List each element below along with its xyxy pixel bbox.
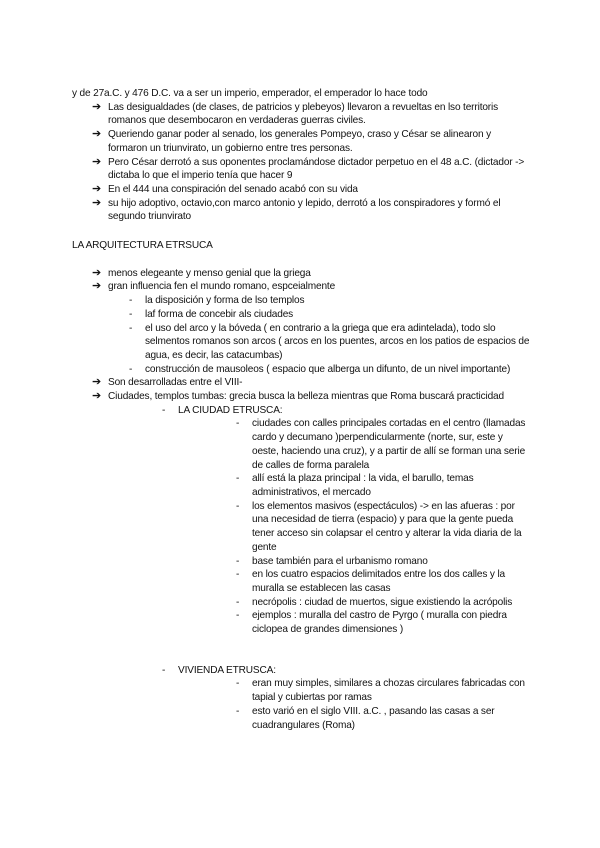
sub-sub-list-item [236, 500, 532, 555]
arrow-icon: ➔ [92, 182, 102, 195]
sub-sub-list-item [236, 705, 532, 732]
dash-bullet: - [236, 555, 240, 567]
sub-list-item-text: construcción de mausoleos ( espacio que alberga un difunto, de un nivel importante) [145, 363, 511, 375]
list-item [92, 183, 532, 197]
ciudad-etrusca-title: LA CIUDAD ETRUSCA: [178, 404, 283, 416]
list-item [92, 267, 532, 281]
dash-bullet: - [236, 569, 240, 581]
list-item-text: gran influencia fen el mundo romano, espceialmente [108, 281, 336, 293]
list-item-text: Queriendo ganar poder al senado, los generales Pompeyo, craso y César se alinearon y formaron un triunvirato, un gobierno entre tres personas. [108, 129, 491, 154]
arrow-icon: ➔ [92, 100, 102, 113]
list-item [92, 156, 532, 183]
dash-bullet: - [129, 295, 133, 307]
section-heading: LA ARQUITECTURA ETRSUCA [72, 240, 213, 252]
list-item [92, 128, 532, 155]
arrow-icon: ➔ [92, 128, 102, 141]
spacer [72, 224, 532, 239]
sub-sub-list-item [236, 596, 532, 610]
list-item-text: Pero César derrotó a sus oponentes proclamándose dictador perpetuo en el 48 a.C. (dictador -> dictaba lo que el imperio tenía que hacer 9 [108, 156, 525, 182]
arrow-icon: ➔ [92, 280, 102, 293]
sub-sub-list-item-text: ejemplos : muralla del castro de Pyrgo ( muralla con piedra ciclopea de grandes dimensiones ) [252, 610, 507, 636]
dash-bullet: - [129, 322, 133, 334]
dash-bullet: - [162, 404, 166, 416]
sub-sub-list-item [236, 555, 532, 569]
dash-bullet: - [236, 610, 240, 622]
arrow-icon: ➔ [92, 266, 102, 279]
sub-sub-list-item-text: ciudades con calles principales cortadas en el centro (llamadas cardo y decumano )perpendicularmente (norte, sur, este y oeste, haciendo una cruz), y a partir de allí se forman una serie de calles de forma paralela [252, 418, 526, 471]
arrow-icon: ➔ [92, 390, 102, 403]
civil-wars-list [72, 101, 532, 224]
sub-sub-list-item-text: en los cuatro espacios delimitados entre los dos calles y la muralla se establecen las casas [252, 569, 506, 594]
architecture-list [72, 267, 532, 733]
arrow-icon: ➔ [92, 196, 102, 209]
sub-sub-list-item-text: eran muy simples, similares a chozas circulares fabricadas con tapial y cubiertas por ramas [252, 678, 525, 704]
sub-list-item-text: laf forma de concebir als ciudades [145, 308, 294, 320]
dash-bullet: - [236, 678, 240, 690]
arrow-icon: ➔ [92, 155, 102, 168]
dash-bullet: - [236, 705, 240, 717]
dash-bullet: - [236, 418, 240, 430]
sub-list-item-text: el uso del arco y la bóveda ( en contrario a la griega que era adintelada), todo slo selmentos romanos son arcos ( arcos en los puentes, arcos en los patios de espacios de agua, es decir, las catacumbas) [145, 322, 530, 361]
list-item-text: Las desigualdades (de clases, de patricios y plebeyos) llevaron a revueltas en lso territoris romanos que desembocaron en verdaderas guerras civiles. [108, 101, 499, 127]
list-item [92, 280, 532, 294]
sub-sub-list-item [236, 677, 532, 704]
sub-sub-list-item-text: allí está la plaza principal : la vida, el barullo, temas administrativos, el mercado [252, 473, 474, 498]
sub-list-item [129, 294, 532, 308]
dash-bullet: - [129, 363, 133, 375]
list-item [92, 376, 532, 390]
sub-sub-list-item-text: los elementos masivos (espectáculos) -> en las afueras : por una necesidad de tierra (espacio) y para que la gente pueda tener acceso sin colapsar el centro y alterar la vida diaria de la gente [252, 500, 522, 553]
list-item-text: menos elegeante y menso genial que la griega [108, 267, 311, 279]
spacer [72, 253, 532, 267]
sub-section-heading [162, 664, 532, 678]
document-content [72, 87, 532, 732]
dash-bullet: - [236, 473, 240, 485]
dash-bullet: - [129, 308, 133, 320]
dash-bullet: - [162, 664, 166, 676]
sub-sub-list-item [236, 417, 532, 472]
vivienda-etrusca-title: VIVIENDA ETRUSCA: [178, 664, 276, 676]
dash-bullet: - [236, 500, 240, 512]
sub-list-item [129, 308, 532, 322]
spacer [72, 637, 532, 664]
sub-sub-list-item [236, 609, 532, 636]
intro-line: y de 27a.C. y 476 D.C. va a ser un imperio, emperador, el emperador lo hace todo [72, 88, 428, 99]
sub-sub-list-item-text: base también para el urbanismo romano [252, 555, 428, 567]
arrow-icon: ➔ [92, 376, 102, 389]
list-item-text: En el 444 una conspiración del senado acabó con su vida [108, 183, 358, 195]
list-item [92, 197, 532, 224]
sub-sub-list-item [236, 472, 532, 499]
sub-list-item [129, 363, 532, 377]
dash-bullet: - [236, 596, 240, 608]
sub-list-item-text: la disposición y forma de lso templos [145, 295, 305, 307]
sub-sub-list-item-text: necrópolis : ciudad de muertos, sigue existiendo la acrópolis [252, 596, 513, 608]
list-item [92, 390, 532, 404]
sub-sub-list-item [236, 568, 532, 595]
list-item-text: Son desarrolladas entre el VIII- [108, 377, 243, 389]
list-item-text: su hijo adoptivo, octavio,con marco antonio y lepido, derrotó a los conspiradores y formó el segundo triunvirato [108, 197, 501, 223]
sub-list-item [129, 322, 532, 363]
sub-sub-list-item-text: esto varió en el siglo VIII. a.C. , pasando las casas a ser cuadrangulares (Roma) [252, 705, 495, 731]
sub-section-heading [162, 404, 532, 418]
list-item-text: Ciudades, templos tumbas: grecia busca la belleza mientras que Roma buscará practicidad [108, 391, 504, 403]
list-item [92, 101, 532, 128]
